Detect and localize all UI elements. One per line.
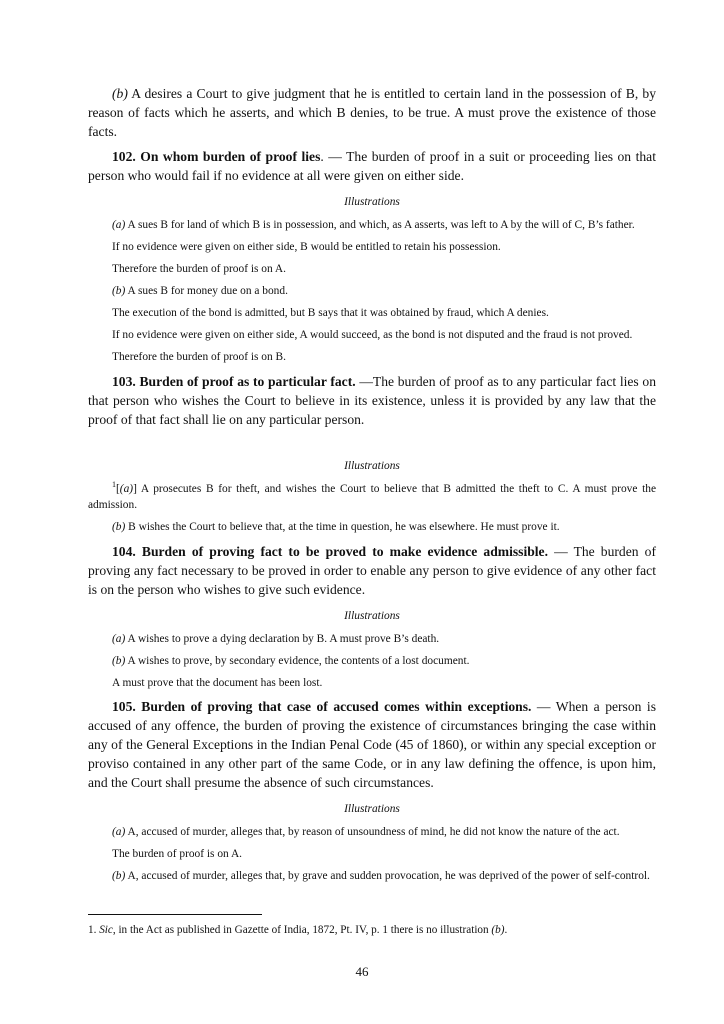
illustration-line: Therefore the burden of proof is on B. — [112, 351, 286, 363]
illustration-b: (b) A, accused of murder, alleges that, by grave and sudden provocation, he was deprived of the power of self-control. — [112, 870, 650, 882]
illustration-a: (a) A, accused of murder, alleges that, by reason of unsoundness of mind, he did not know the nature of the act. — [112, 826, 620, 838]
footnote: 1. Sic, in the Act as published in Gazette of India, 1872, Pt. IV, p. 1 there is no illustration (b). — [88, 924, 508, 936]
illustrations-title: Illustrations — [344, 459, 400, 472]
illustrations-title: Illustrations — [344, 196, 400, 208]
section-104: 104. Burden of proving fact to be proved to make evidence admissible. — The burden of proving any fact necessary to be proved in order to enable any person to give evidence of any other fact is on the person who wishes to give such evidence. — [88, 543, 656, 597]
illustration-b: (b) B wishes the Court to believe that, at the time in question, he was elsewhere. He must prove it. — [112, 521, 560, 533]
illustration-line: If no evidence were given on either side, A would succeed, as the bond is not disputed and the fraud is not proved. — [112, 329, 633, 341]
illustration-b-prev-section: (b) A desires a Court to give judgment that he is entitled to certain land in the possession of B, by reason of facts which he asserts, and which B denies, to be true. A must prove the existence of those facts. — [88, 86, 656, 139]
illustrations-title: Illustrations — [344, 803, 400, 815]
section-103: 103. Burden of proof as to particular fact. —The burden of proof as to any particular fact lies on that person who wishes the Court to believe in its existence, unless it is provided by any law that the proof of that fact shall lie on any particular person. — [88, 373, 656, 427]
section-105: 105. Burden of proving that case of accused comes within exceptions. — When a person is accused of any offence, the burden of proving the existence of circumstances bringing the case within any of the General Exceptions in the Indian Penal Code (45 of 1860), or within any special exception or proviso contained in any other part of the same Code, or in any law defining the offence, is upon him, and the Court shall presume the absence of such circumstances. — [88, 699, 656, 790]
illustration-line: The burden of proof is on A. — [112, 848, 243, 860]
illustration-line: A must prove that the document has been lost. — [112, 676, 323, 689]
page-number: 46 — [355, 964, 369, 979]
illustration-a: (a) A wishes to prove a dying declaration by B. A must prove B’s death. — [112, 632, 440, 645]
illustrations-title: Illustrations — [344, 609, 400, 622]
illustration-a: (a) A sues B for land of which B is in possession, and which, as A asserts, was left to A by the will of C, B’s father. — [112, 219, 635, 231]
section-heading: 105. Burden of proving that case of accused comes within exceptions. — [112, 699, 532, 714]
section-heading: 103. Burden of proof as to particular fact. — [112, 373, 356, 389]
section-heading: 102. On whom burden of proof lies — [112, 149, 321, 164]
footnote-marker: 1 — [112, 479, 116, 489]
illustration-b: (b) A wishes to prove, by secondary evidence, the contents of a lost document. — [112, 654, 470, 667]
illustration-a: $^1$[(a)] A prosecutes B for theft, and wishes the Court to believe that B admitted the theft to C. A must prove the admission. — [88, 479, 656, 511]
illustration-line: Therefore the burden of proof is on A. — [112, 263, 286, 275]
section-heading: 104. Burden of proving fact to be proved to make evidence admissible. — [112, 543, 548, 559]
footnote-divider — [88, 914, 262, 915]
page-body — [88, 84, 656, 885]
illustration-line: The execution of the bond is admitted, but B says that it was obtained by fraud, which A denies. — [112, 307, 549, 319]
section-102: 102. On whom burden of proof lies. — The burden of proof in a suit or proceeding lies on that person who would fail if no evidence at all were given on either side. — [88, 149, 656, 183]
illustration-line: If no evidence were given on either side, B would be entitled to retain his possession. — [112, 241, 501, 253]
illustration-b: (b) A sues B for money due on a bond. — [112, 285, 288, 297]
